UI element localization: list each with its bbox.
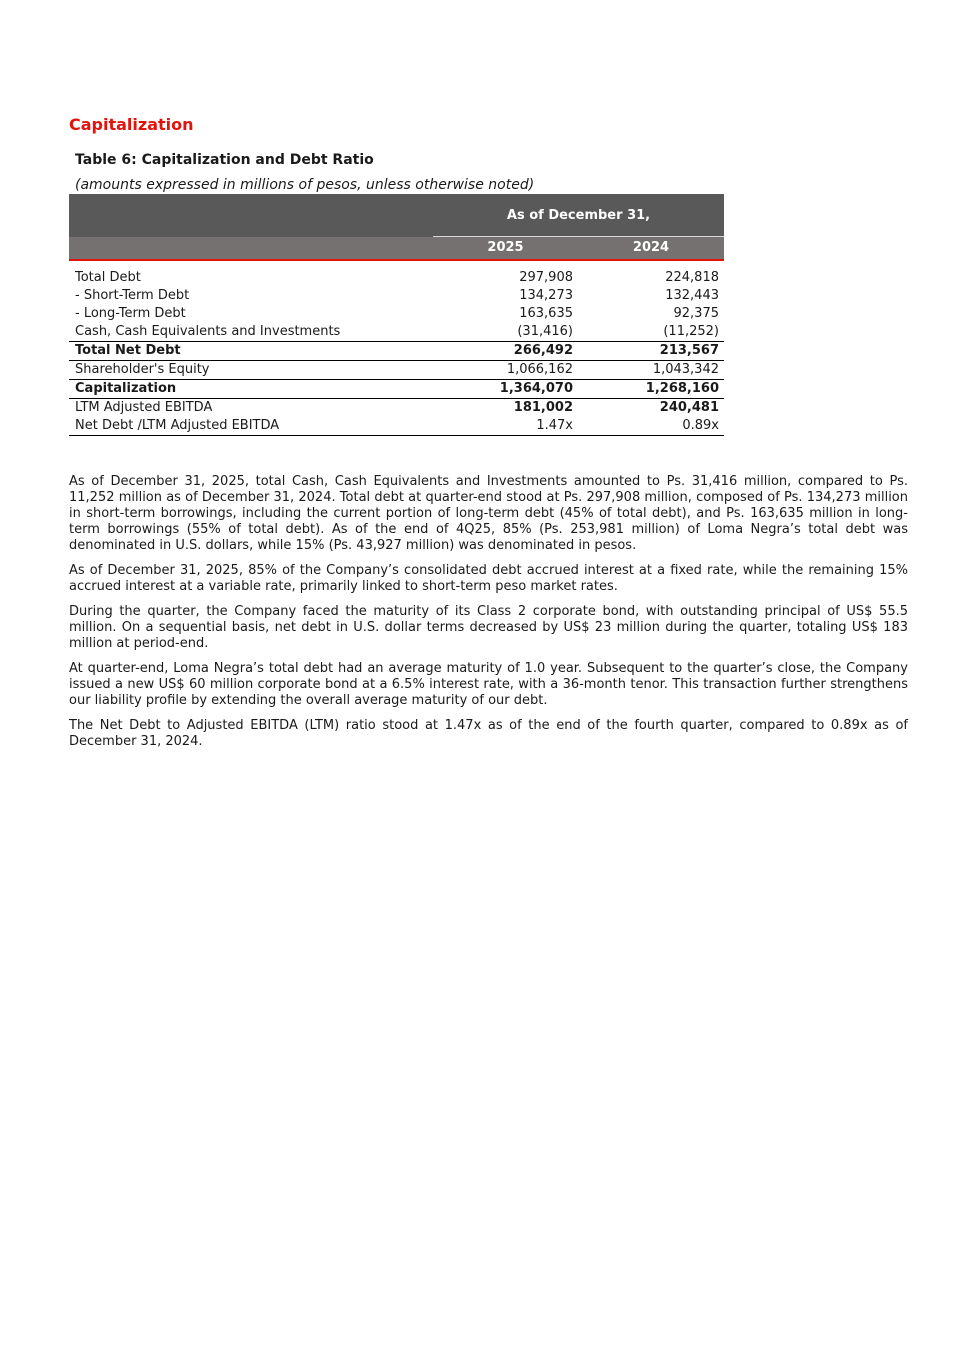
- column-header-2025: 2025: [487, 240, 524, 255]
- row-value-2025: 297,908: [519, 270, 573, 285]
- row-value-2024: 1,043,342: [652, 362, 719, 377]
- paragraph-bond-maturity: During the quarter, the Company faced the maturity of its Class 2 corporate bond, with outstanding principal of US$ 55.5 million. On a sequential basis, net debt in U.S. dollar terms decreased by US$ 23 million during the quarter, totaling US$ 183 million at period-end.: [69, 604, 908, 651]
- paragraph-interest-rates: As of December 31, 2025, 85% of the Company’s consolidated debt accrued interest at a fixed rate, while the remaining 15% accrued interest at a variable rate, primarily linked to short-term peso market rates.: [69, 563, 908, 594]
- row-value-2024: 92,375: [673, 306, 719, 321]
- row-label: Total Net Debt: [75, 343, 181, 358]
- row-label: Total Debt: [75, 270, 141, 285]
- column-header-2024: 2024: [632, 240, 670, 255]
- table-header-group-row: [69, 194, 724, 237]
- table-row-ltm-adjusted-ebitda: [69, 399, 724, 417]
- table-spacer: [69, 261, 724, 269]
- group-header: As of December 31,: [506, 208, 651, 223]
- row-value-2025: 1.47x: [536, 418, 573, 433]
- row-value-2025: (31,416): [517, 324, 573, 339]
- row-label: Cash, Cash Equivalents and Investments: [75, 324, 341, 339]
- row-label: Capitalization: [75, 381, 177, 396]
- row-value-2024: 213,567: [659, 343, 719, 358]
- row-value-2025: 266,492: [513, 343, 573, 358]
- row-value-2025: 1,066,162: [506, 362, 573, 377]
- table-row-capitalization: [69, 379, 724, 399]
- paragraph-average-maturity: At quarter-end, Loma Negra’s total debt had an average maturity of 1.0 year. Subsequent to the quarter’s close, the Company issued a new US$ 60 million corporate bond at a 6.5% interest rate, with a 36-month tenor. This transaction further strengthens our liability profile by extending the overall average maturity of our debt.: [69, 661, 908, 708]
- row-value-2024: 0.89x: [682, 418, 719, 433]
- table-row-long-term-debt: [69, 305, 724, 323]
- table-header-columns-row: [69, 237, 724, 261]
- table-row-net-debt-ratio: [69, 417, 724, 436]
- table-row-short-term-debt: [69, 287, 724, 305]
- row-value-2024: 1,268,160: [645, 381, 719, 396]
- table-row-total-debt: [69, 269, 724, 287]
- section-title: Capitalization: [69, 115, 194, 134]
- table-title: Table 6: Capitalization and Debt Ratio: [75, 152, 374, 168]
- row-value-2024: 240,481: [659, 400, 719, 415]
- row-value-2024: 224,818: [665, 270, 719, 285]
- row-label: Shareholder's Equity: [75, 362, 210, 377]
- capitalization-table: [69, 194, 724, 436]
- row-value-2025: 181,002: [513, 400, 573, 415]
- table-row-cash-equivalents: [69, 323, 724, 341]
- row-value-2025: 1,364,070: [499, 381, 573, 396]
- table-row-total-net-debt: [69, 341, 724, 360]
- row-value-2024: (11,252): [663, 324, 719, 339]
- row-value-2025: 163,635: [519, 306, 573, 321]
- table-subtitle: (amounts expressed in millions of pesos, unless otherwise noted): [75, 177, 535, 193]
- paragraph-net-debt-ratio: The Net Debt to Adjusted EBITDA (LTM) ratio stood at 1.47x as of the end of the fourth quarter, compared to 0.89x as of December 31, 2024.: [69, 718, 908, 749]
- row-value-2025: 134,273: [519, 288, 573, 303]
- row-label: Net Debt /LTM Adjusted EBITDA: [75, 418, 280, 433]
- row-value-2024: 132,443: [665, 288, 719, 303]
- table-row-shareholders-equity: [69, 360, 724, 379]
- row-label: - Long-Term Debt: [75, 306, 186, 321]
- row-label: - Short-Term Debt: [75, 288, 190, 303]
- body-text: [69, 474, 908, 759]
- paragraph-cash-and-debt: As of December 31, 2025, total Cash, Cash Equivalents and Investments amounted to Ps. 31,416 million, compared to Ps. 11,252 million as of December 31, 2024. Total debt at quarter-end stood at Ps. 297,908 million, composed of Ps. 134,273 million in short-term borrowings, including the current portion of long-term debt (45% of total debt), and Ps. 163,635 million in long-term borrowings (55% of total debt). As of the end of 4Q25, 85% (Ps. 253,981 million) of Loma Negra’s total debt was denominated in U.S. dollars, while 15% (Ps. 43,927 million) was denominated in pesos.: [69, 474, 908, 553]
- row-label: LTM Adjusted EBITDA: [75, 400, 213, 415]
